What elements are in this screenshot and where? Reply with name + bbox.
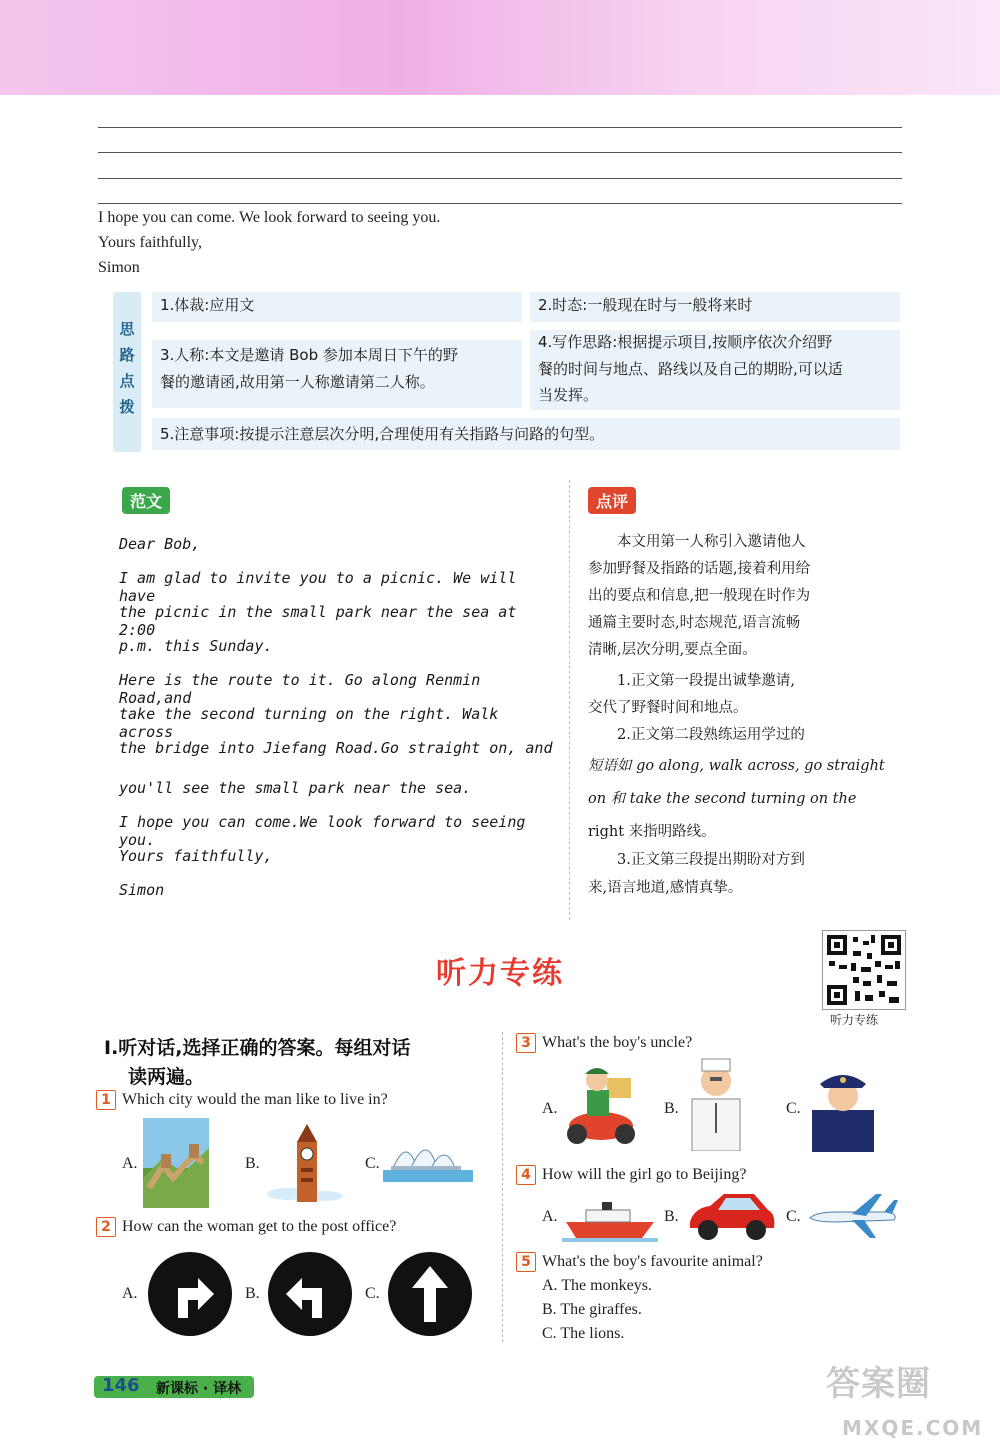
comment-line: 清晰,层次分明,要点全面。 <box>588 642 757 658</box>
option-c-label: C. <box>786 1208 801 1225</box>
option-c-text: C. The lions. <box>542 1325 625 1342</box>
doctor-picture[interactable] <box>682 1055 750 1151</box>
option-b-text: B. The giraffes. <box>542 1301 642 1318</box>
comment-badge: 点评 <box>588 487 636 514</box>
option-a-label: A. <box>542 1100 558 1117</box>
essay-badge: 范文 <box>122 487 170 514</box>
essay-line: the bridge into Jiefang Road.Go straight on, and <box>119 739 553 757</box>
writing-line <box>98 178 902 179</box>
tips-label-char: 路 <box>119 346 135 364</box>
turn-left-sign-icon[interactable] <box>268 1252 352 1336</box>
tips-label-char: 思 <box>119 320 135 338</box>
listening-heading-cont: 读两遍。 <box>128 1066 205 1088</box>
comment-line: 3.正文第三段提出期盼对方到 <box>588 852 805 868</box>
question-text: How can the woman get to the post office? <box>122 1218 397 1235</box>
great-wall-picture[interactable] <box>143 1118 209 1208</box>
question-5 <box>516 1252 763 1272</box>
comment-line: 通篇主要时态,时态规范,语言流畅 <box>588 615 801 631</box>
question-1 <box>96 1090 388 1110</box>
page-number: 146 <box>102 1375 140 1396</box>
tip-approach-2: 餐的时间与地点、路线以及自己的期盼,可以适 <box>538 360 843 378</box>
essay-line: p.m. this Sunday. <box>119 637 273 655</box>
writing-line <box>98 127 902 128</box>
option-c-label: C. <box>786 1100 801 1117</box>
tip-person-2: 餐的邀请函,故用第一人称邀请第二人称。 <box>160 373 435 391</box>
tips-label-char: 点 <box>119 372 135 390</box>
comment-line: 短语如 go along, walk across, go straight <box>588 758 885 774</box>
tip-person-1: 3.人称:本文是邀请 Bob 参加本周日下午的野 <box>160 346 458 364</box>
question-number: 4 <box>516 1165 536 1185</box>
section-title: 听力专练 <box>436 956 564 991</box>
option-a-label: A. <box>542 1208 558 1225</box>
comment-line: 2.正文第二段熟练运用学过的 <box>588 727 805 743</box>
letter-signature: Simon <box>98 259 140 276</box>
question-number: 3 <box>516 1033 536 1053</box>
option-b-label: B. <box>664 1100 679 1117</box>
comment-line: on 和 take the second turning on the <box>588 791 857 807</box>
option-b-label: B. <box>245 1155 260 1172</box>
letter-closing-line: I hope you can come. We look forward to seeing you. <box>98 209 441 226</box>
postman-picture[interactable] <box>563 1060 639 1146</box>
option-b-label: B. <box>245 1285 260 1302</box>
essay-line: you'll see the small park near the sea. <box>119 779 472 797</box>
comment-line: 参加野餐及指路的话题,接着利用给 <box>588 561 811 577</box>
tip-approach-1: 4.写作思路:根据提示项目,按顺序依次介绍野 <box>538 333 833 351</box>
tip-approach-3: 当发挥。 <box>538 386 599 404</box>
question-number: 5 <box>516 1252 536 1272</box>
question-text: Which city would the man like to live in? <box>122 1091 388 1108</box>
watermark-url: MXQE.COM <box>842 1416 984 1440</box>
essay-line: take the second turning on the right. Walk across <box>119 705 499 741</box>
comment-line: 1.正文第一段提出诚挚邀请, <box>588 673 795 689</box>
tip-genre: 1.体裁:应用文 <box>160 296 255 314</box>
option-a-label: A. <box>122 1285 138 1302</box>
comment-line: 本文用第一人称引入邀请他人 <box>588 534 806 550</box>
question-text: What's the boy's uncle? <box>542 1034 693 1051</box>
question-2 <box>96 1217 396 1237</box>
essay-line: Here is the route to it. Go along Renmin Road,and <box>119 671 481 707</box>
qr-code-icon[interactable] <box>822 930 906 1010</box>
plane-picture[interactable] <box>806 1190 900 1242</box>
option-a-label: A. <box>122 1155 138 1172</box>
question-number: 1 <box>96 1090 116 1110</box>
go-straight-sign-icon[interactable] <box>388 1252 472 1336</box>
essay-line: Yours faithfully, <box>119 847 273 865</box>
question-4 <box>516 1165 746 1185</box>
column-divider <box>569 480 570 920</box>
tips-label-char: 拨 <box>119 398 135 416</box>
essay-line: Dear Bob, <box>119 535 201 553</box>
essay-line: Simon <box>119 881 165 899</box>
big-ben-picture[interactable] <box>265 1122 345 1208</box>
essay-line: the picnic in the small park near the sea at 2:00 <box>119 603 517 639</box>
comment-line: 出的要点和信息,把一般现在时作为 <box>588 588 811 604</box>
qr-caption: 听力专练 <box>830 1013 879 1027</box>
writing-line <box>98 152 902 153</box>
watermark-logo: 答案圈 <box>826 1364 931 1404</box>
tip-tense: 2.时态:一般现在时与一般将来时 <box>538 296 753 314</box>
option-a-text: A. The monkeys. <box>542 1277 652 1294</box>
turn-right-sign-icon[interactable] <box>148 1252 232 1336</box>
footer-series: 新课标 · 译林 <box>156 1381 242 1397</box>
top-banner <box>0 0 1000 95</box>
ship-picture[interactable] <box>562 1198 658 1242</box>
writing-line <box>98 203 902 204</box>
question-number: 2 <box>96 1217 116 1237</box>
question-text: How will the girl go to Beijing? <box>542 1166 747 1183</box>
essay-line: I am glad to invite you to a picnic. We will have <box>119 569 517 605</box>
letter-sign-off: Yours faithfully, <box>98 234 203 251</box>
option-b-label: B. <box>664 1208 679 1225</box>
question-3 <box>516 1033 692 1053</box>
comment-line: 来,语言地道,感情真挚。 <box>588 880 743 896</box>
question-text: What's the boy's favourite animal? <box>542 1253 763 1270</box>
option-c-label: C. <box>365 1155 380 1172</box>
tip-notes: 5.注意事项:按提示注意层次分明,合理使用有关指路与问路的句型。 <box>160 425 605 443</box>
comment-line: right 来指明路线。 <box>588 824 716 840</box>
option-c-label: C. <box>365 1285 380 1302</box>
comment-line: 交代了野餐时间和地点。 <box>588 700 748 716</box>
column-divider <box>502 1032 503 1342</box>
sydney-opera-house-picture[interactable] <box>383 1132 473 1182</box>
essay-line: I hope you can come.We look forward to seeing you. <box>119 813 526 849</box>
car-picture[interactable] <box>684 1188 778 1244</box>
listening-heading: Ⅰ.听对话,选择正确的答案。每组对话 <box>104 1037 411 1059</box>
policeman-picture[interactable] <box>808 1064 878 1152</box>
